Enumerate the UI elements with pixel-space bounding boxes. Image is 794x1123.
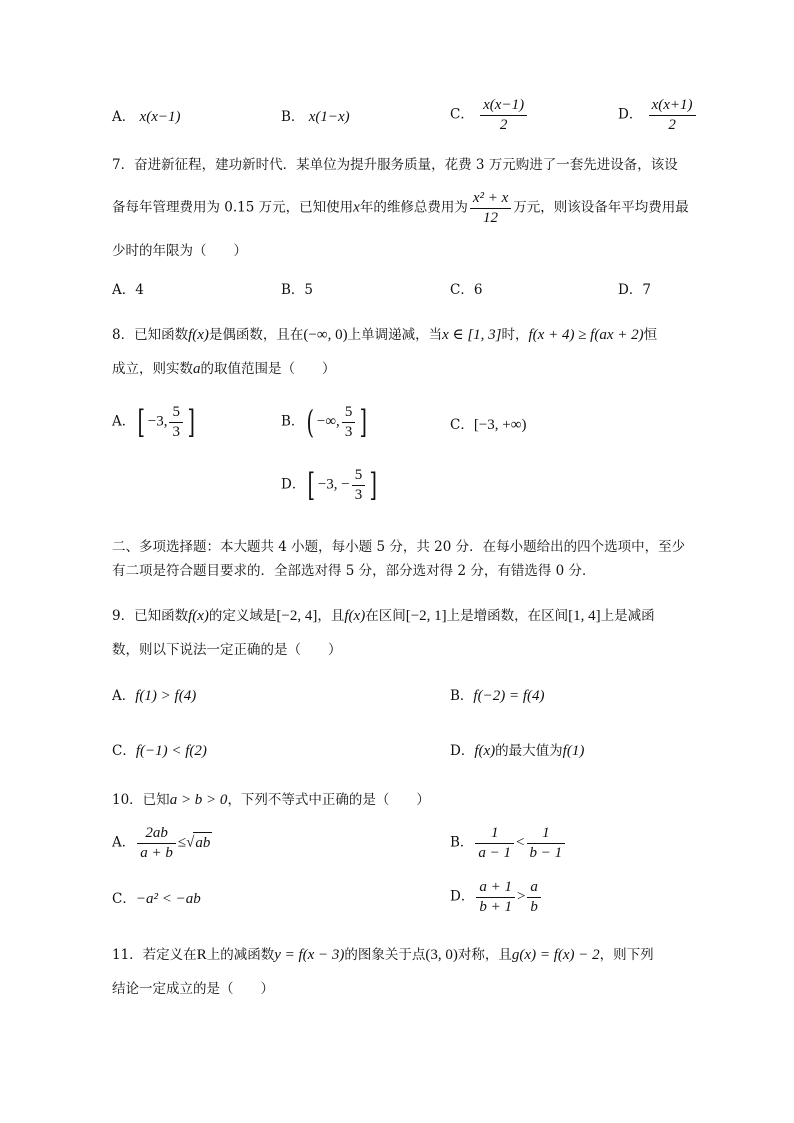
q10-option-d: D． $\frac{a + 1}{b + 1}$ > $\frac{a}{b}$ <box>450 879 543 915</box>
q10-stem: 10．已知a > b > 0，下列不等式中正确的是（ ） <box>112 792 430 808</box>
section2-instructions-line1: 二、多项选择题：本大题共 4 小题，每小题 5 分，共 20 分．在每小题给出的四个选项中，至少 <box>112 539 686 555</box>
q7-option-b: B．5 <box>281 282 314 298</box>
q8-option-b: B．( −∞, $\frac{5}{3}$ ] <box>281 403 368 441</box>
fraction: $\frac{5}{3}$ <box>352 467 366 503</box>
q9-stem-line1: 9．已知函数f(x)的定义域是[−2, 4]，且f(x)在区间[−2, 1]上是增函数，在区间[1, 4]上是减函 <box>112 608 655 624</box>
option-label: D． <box>618 106 643 123</box>
q6-option-c <box>450 97 529 133</box>
q7-stem-line3: 少时的年限为（ ） <box>112 243 247 259</box>
q7-stem-line1: 7．奋进新征程，建功新时代．某单位为提升服务质量，花费 3 万元购进了一套先进设备，该设 <box>112 157 678 173</box>
q6-option-a <box>112 107 180 127</box>
q7-option-a: A．4 <box>112 282 144 298</box>
q10-option-c: C．−a² < −ab <box>112 891 201 907</box>
option-math: x(1−x) <box>308 109 350 125</box>
q7-option-d: D．7 <box>618 282 651 298</box>
q8-option-c: C．[−3, +∞) <box>450 417 527 433</box>
q6-option-b <box>281 107 350 127</box>
radicand: ab <box>193 832 212 853</box>
q9-option-c: C．f(−1) < f(2) <box>112 743 207 759</box>
option-math: x(x−1) <box>139 109 181 125</box>
fraction: $\frac{5}{3}$ <box>342 404 356 440</box>
fraction: $\frac{x(x-1)}{2}$ <box>480 97 527 133</box>
q11-stem-line1: 11．若定义在R上的减函数y = f(x − 3)的图象关于点(3, 0)对称，且g(x) = f(x) − 2，则下列 <box>112 947 654 963</box>
q8-option-a: A．[ −3, $\frac{5}{3}$ ] <box>112 403 195 441</box>
q9-option-d: D．f(x)的最大值为f(1) <box>450 743 585 759</box>
q10-option-b: B． $\frac{1}{a - 1}$ < $\frac{1}{b - 1}$ <box>450 825 567 861</box>
q11-stem-line2: 结论一定成立的是（ ） <box>112 981 274 997</box>
option-label: C． <box>450 106 474 123</box>
fraction: $\frac{1}{b - 1}$ <box>527 825 566 861</box>
fraction: $\frac{1}{a - 1}$ <box>475 825 514 861</box>
fraction: $\frac{a}{b}$ <box>527 879 541 915</box>
fraction: $\frac{5}{3}$ <box>169 404 183 440</box>
q7-option-c: C．6 <box>450 282 483 298</box>
q6-option-d <box>618 97 698 133</box>
q7-stem-line2: 备每年管理费用为 0.15 万元，已知使用x年的维修总费用为 $\frac{\text{x² + x}}{12}$ 万元，则该设备年平均费用最 <box>112 190 689 226</box>
q9-option-a: A．f(1) > f(4) <box>112 688 197 704</box>
fraction: $\frac{x(x+1)}{2}$ <box>649 97 696 133</box>
fraction: $\frac{\text{x² + x}}{12}$ <box>470 190 511 226</box>
option-label: B． <box>281 109 305 125</box>
q8-stem-line1: 8．已知函数f(x)是偶函数，且在(−∞, 0)上单调递减，当x ∈ [1, 3]时，f(x + 4) ≥ f(ax + 2)恒 <box>112 327 658 343</box>
math-var: x <box>353 199 360 216</box>
fraction: $\frac{a + 1}{b + 1}$ <box>476 879 515 915</box>
q10-option-a: A． $\frac{2ab}{a + b}$ ≤√ab <box>112 825 211 861</box>
q9-stem-line2: 数，则以下说法一定正确的是（ ） <box>112 642 342 658</box>
q9-option-b: B．f(−2) = f(4) <box>450 688 545 704</box>
section2-instructions-line2: 有二项是符合题目要求的．全部选对得 5 分，部分选对得 2 分，有错选得 0 分． <box>112 563 596 579</box>
option-label: A． <box>112 109 136 125</box>
q8-stem-line2: 成立，则实数a的取值范围是（ ） <box>112 361 336 377</box>
q8-option-d: D．[ −3, − $\frac{5}{3}$ ] <box>281 466 378 504</box>
fraction: $\frac{2ab}{a + b}$ <box>137 825 176 861</box>
